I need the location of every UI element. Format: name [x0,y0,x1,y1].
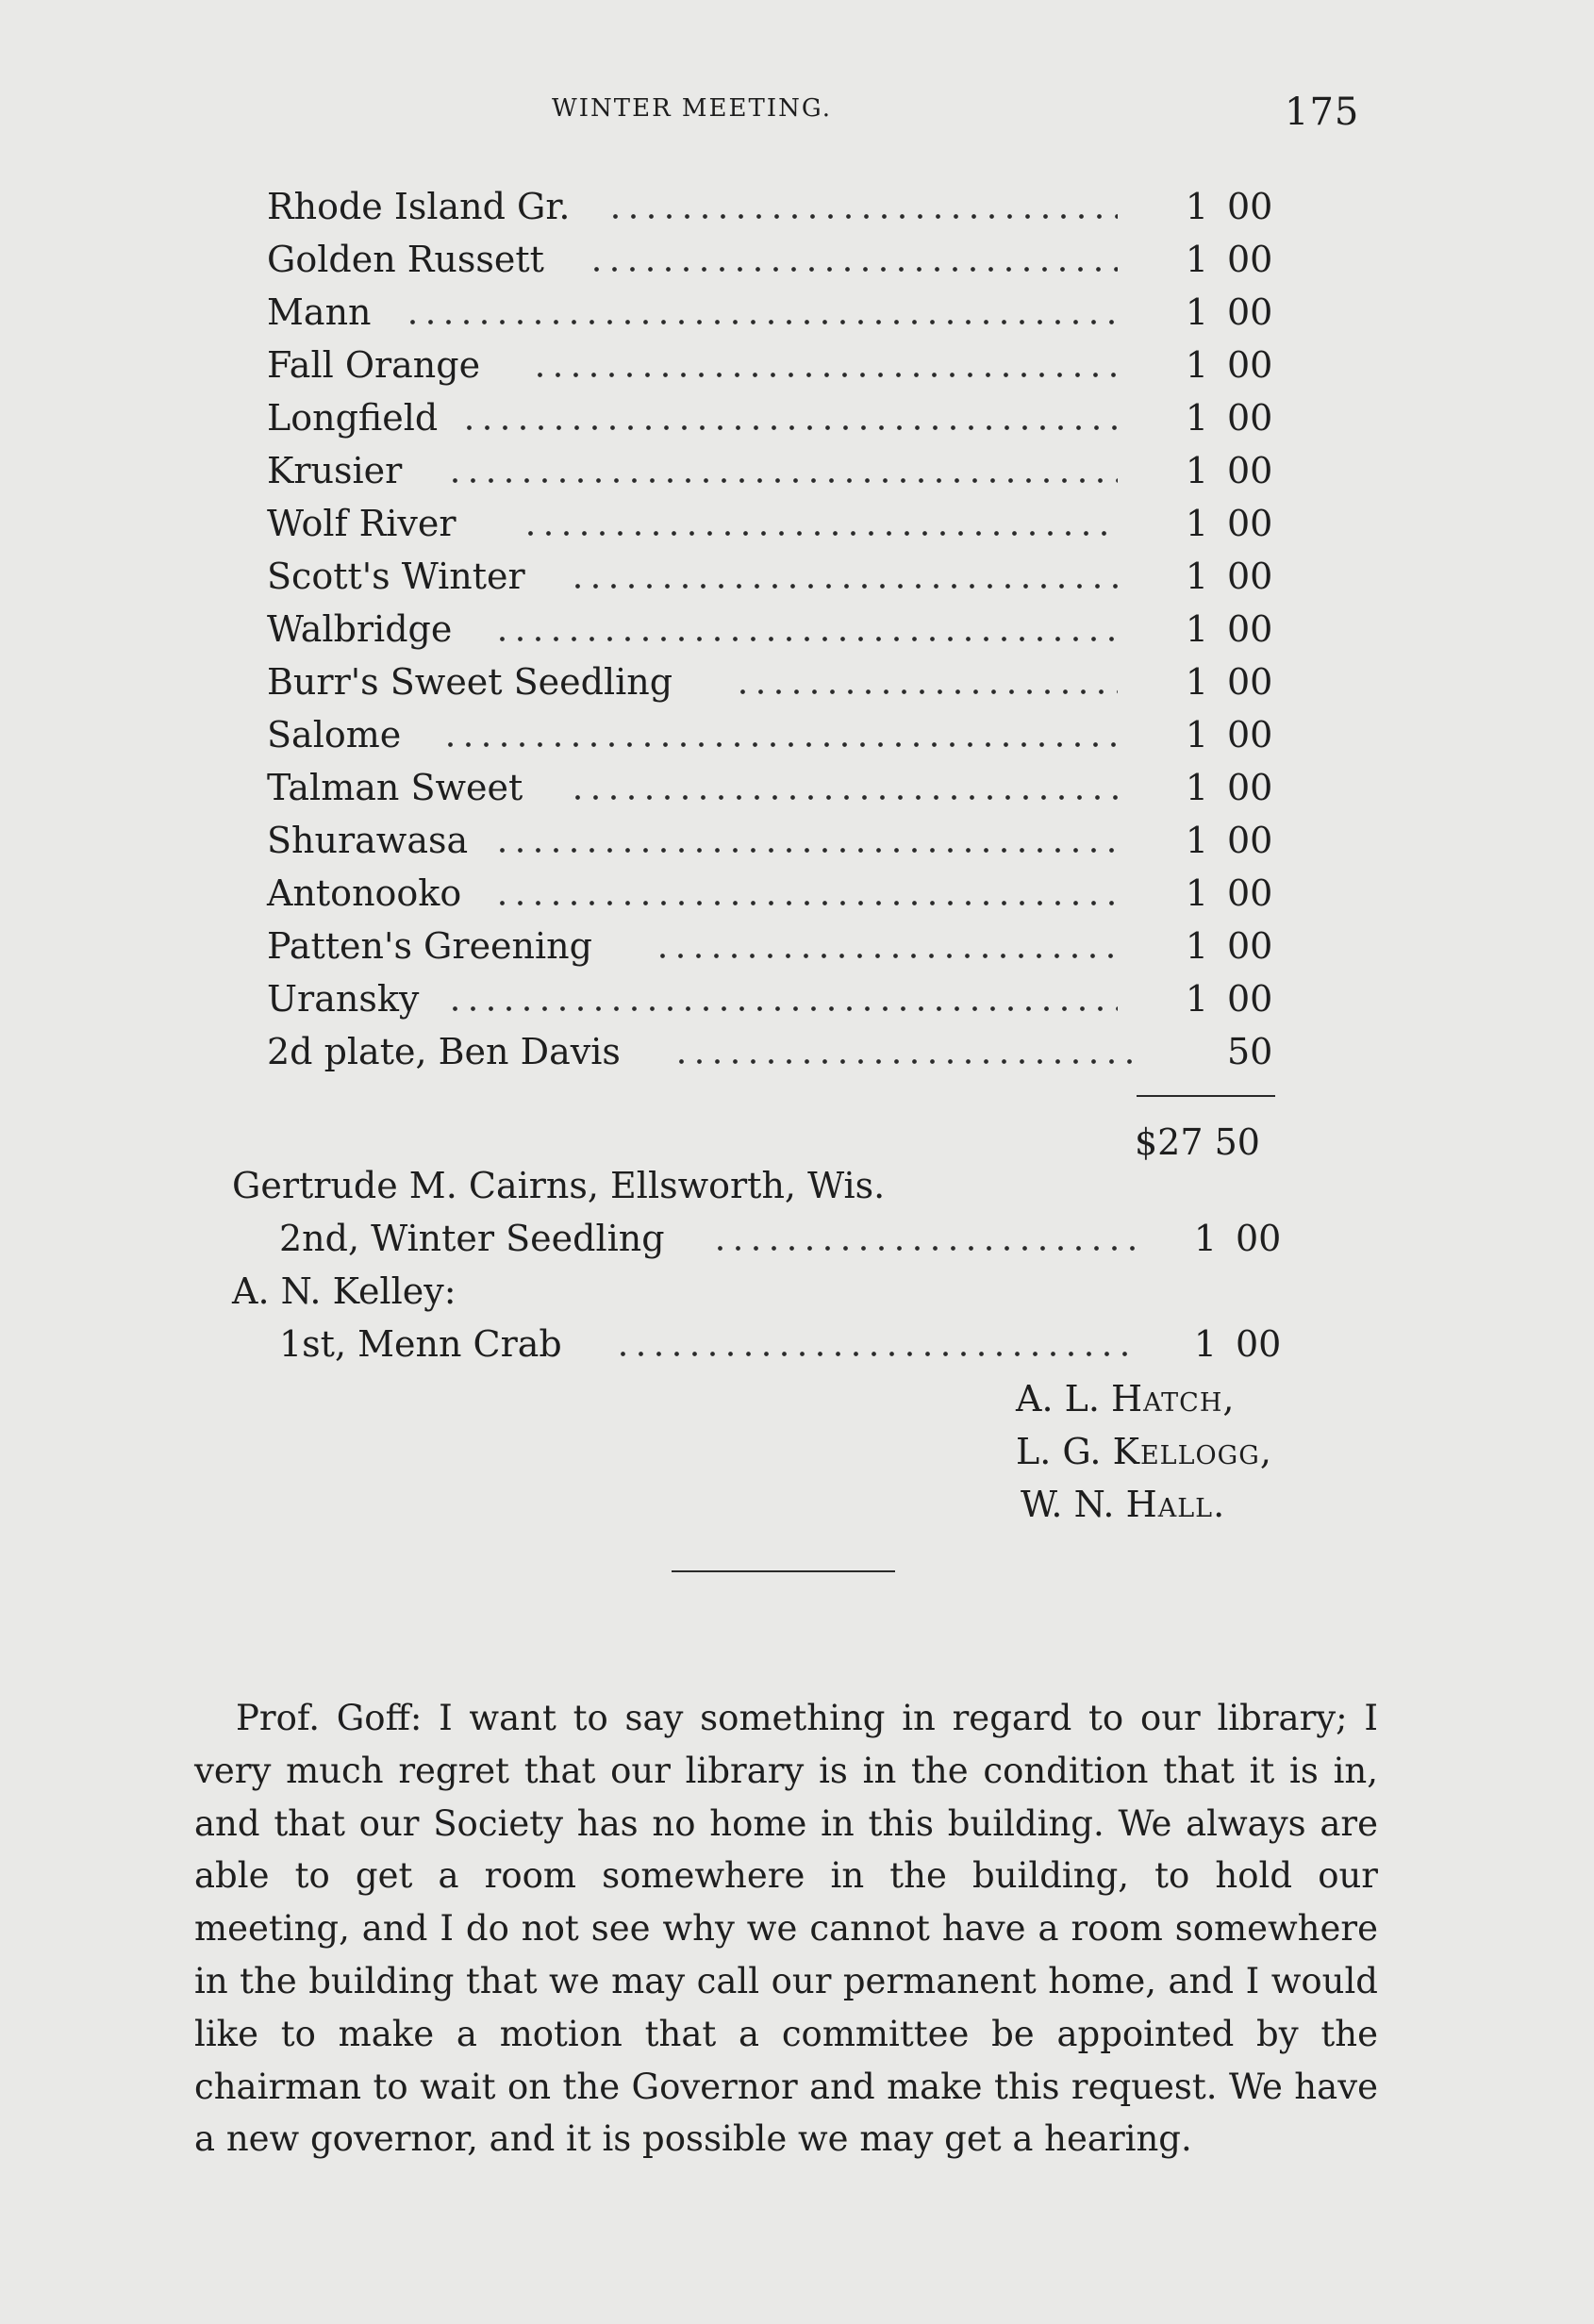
amount-cents: 00 [1227,767,1273,808]
amount-dollars: 1 [1185,503,1208,544]
amount-dollars: 1 [1185,820,1208,861]
variety-name: Wolf River [267,503,457,544]
variety-name: Burr's Sweet Seedling [267,661,673,703]
amount-dollars: 1 [1185,978,1208,1020]
amount-cents: 00 [1227,608,1273,650]
amount-cents: 00 [1236,1218,1282,1259]
amount-cents: 00 [1227,503,1273,544]
exhibitor-name: A. N. Kelley: [232,1270,457,1312]
premium-entry [267,764,1273,811]
member-punct: , [1259,1431,1271,1472]
variety-name: Salome [267,714,402,755]
amount-dollars: 1 [1185,608,1208,650]
exhibitor-name: Gertrude M. Cairns, Ellsworth, Wis. [232,1165,886,1206]
variety-name: Longfield [267,397,439,439]
amount-cents: 00 [1227,450,1273,491]
amount-dollars: 1 [1185,186,1208,227]
member-surname: Kellogg [1112,1431,1260,1472]
dot-leader [493,848,1118,853]
committee-member [1016,1372,1271,1425]
member-punct: . [1213,1484,1225,1525]
member-surname: Hall [1125,1484,1214,1525]
award-entry [279,1320,1282,1368]
dot-leader [493,901,1118,905]
committee-signatures [1016,1372,1271,1531]
amount-cents: 00 [1236,1323,1282,1365]
member-surname: Hatch [1111,1378,1223,1419]
dot-leader [569,584,1118,589]
running-title: WINTER MEETING. [552,94,832,123]
committee-member [1016,1425,1271,1478]
variety-name: Mann [267,291,372,333]
premium-entry [267,975,1273,1022]
dot-leader [711,1246,1136,1251]
premium-entry [267,553,1273,600]
premium-entry [267,236,1273,283]
premium-entry [267,447,1273,494]
premium-entry [267,817,1273,864]
amount-cents: 00 [1227,186,1273,227]
section-divider [672,1570,895,1572]
dot-leader [606,214,1118,219]
amount-cents: 00 [1227,344,1273,386]
dot-leader [531,373,1118,377]
amount-dollars: 1 [1185,767,1208,808]
total-amount: $27 50 [1135,1121,1260,1163]
dot-leader [672,1059,1144,1064]
variety-name: Rhode Island Gr. [267,186,571,227]
amount-cents: 00 [1227,556,1273,597]
premium-entry [267,183,1273,230]
amount-cents: 00 [1227,291,1273,333]
dot-leader [654,954,1118,958]
running-head [0,91,1594,134]
variety-name: Antonooko [267,872,462,914]
variety-name: Talman Sweet [267,767,523,808]
award-label: 1st, Menn Crab [279,1323,562,1365]
amount-cents: 00 [1227,661,1273,703]
dot-leader [446,478,1118,483]
dot-leader [493,637,1118,641]
variety-name: Fall Orange [267,344,481,386]
member-initials: L. G. [1016,1431,1102,1472]
premium-entry [267,658,1273,706]
amount-dollars: 1 [1185,291,1208,333]
amount-dollars: 1 [1185,661,1208,703]
discussion-paragraph: Prof. Goff: I want to say something in regard to our library; I very much regret that our library is in the condition that it is in, and that our Society has no home in this building. We always are able to get a room somewhere in the building, to hold our meeting, and I do not see why we cannot have a room somewhere in the building that we may call our permanent home, and I would like to make a motion that a committee be appointed by the chairman to wait on the Governor and make this request. We have a new governor, and it is possible we may get a hearing. [194,1698,1378,2160]
premium-entry [267,870,1273,917]
amount-cents: 00 [1227,820,1273,861]
premium-entry [267,341,1273,389]
variety-name: Golden Russett [267,239,544,280]
premium-entry [267,711,1273,758]
amount-cents: 00 [1227,872,1273,914]
premium-entry [267,500,1273,547]
variety-name: Uransky [267,978,420,1020]
variety-name: Shurawasa [267,820,469,861]
premium-entry [267,394,1273,441]
amount-dollars: 1 [1185,872,1208,914]
amount-dollars: 1 [1185,714,1208,755]
dot-leader [404,320,1118,324]
premium-entry [267,1028,1273,1075]
member-initials: W. N. [1021,1484,1115,1525]
amount-dollars: 1 [1185,239,1208,280]
variety-name: Walbridge [267,608,453,650]
variety-name: Krusier [267,450,403,491]
premium-entry [267,606,1273,653]
dot-leader [460,425,1118,430]
page-number: 175 [1285,91,1360,134]
amount-dollars: 1 [1185,397,1208,439]
amount-cents: 00 [1227,239,1273,280]
dot-leader [446,1006,1118,1011]
variety-name: 2d plate, Ben Davis [267,1031,621,1072]
variety-name: Scott's Winter [267,556,525,597]
member-punct: , [1222,1378,1235,1419]
amount-dollars: 1 [1185,925,1208,967]
amount-dollars: 1 [1185,344,1208,386]
amount-dollars: 1 [1193,1218,1217,1259]
premium-entry [267,922,1273,970]
award-label: 2nd, Winter Seedling [279,1218,665,1259]
amount-dollars: 1 [1185,450,1208,491]
total-rule [1137,1095,1275,1097]
member-initials: A. L. [1016,1378,1100,1419]
amount-cents: 00 [1227,397,1273,439]
amount-cents: 00 [1227,925,1273,967]
amount-cents: 00 [1227,714,1273,755]
committee-member [1021,1478,1271,1531]
dot-leader [734,689,1118,694]
amount-dollars: 1 [1185,556,1208,597]
amount-dollars: 1 [1193,1323,1217,1365]
dot-leader [441,742,1118,747]
amount-cents: 50 [1227,1031,1273,1072]
dot-leader [569,795,1118,800]
variety-name: Patten's Greening [267,925,592,967]
dot-leader [522,531,1118,536]
dot-leader [588,267,1118,272]
dot-leader [614,1352,1136,1356]
amount-cents: 00 [1227,978,1273,1020]
premium-entry [267,289,1273,336]
award-entry [279,1215,1282,1262]
